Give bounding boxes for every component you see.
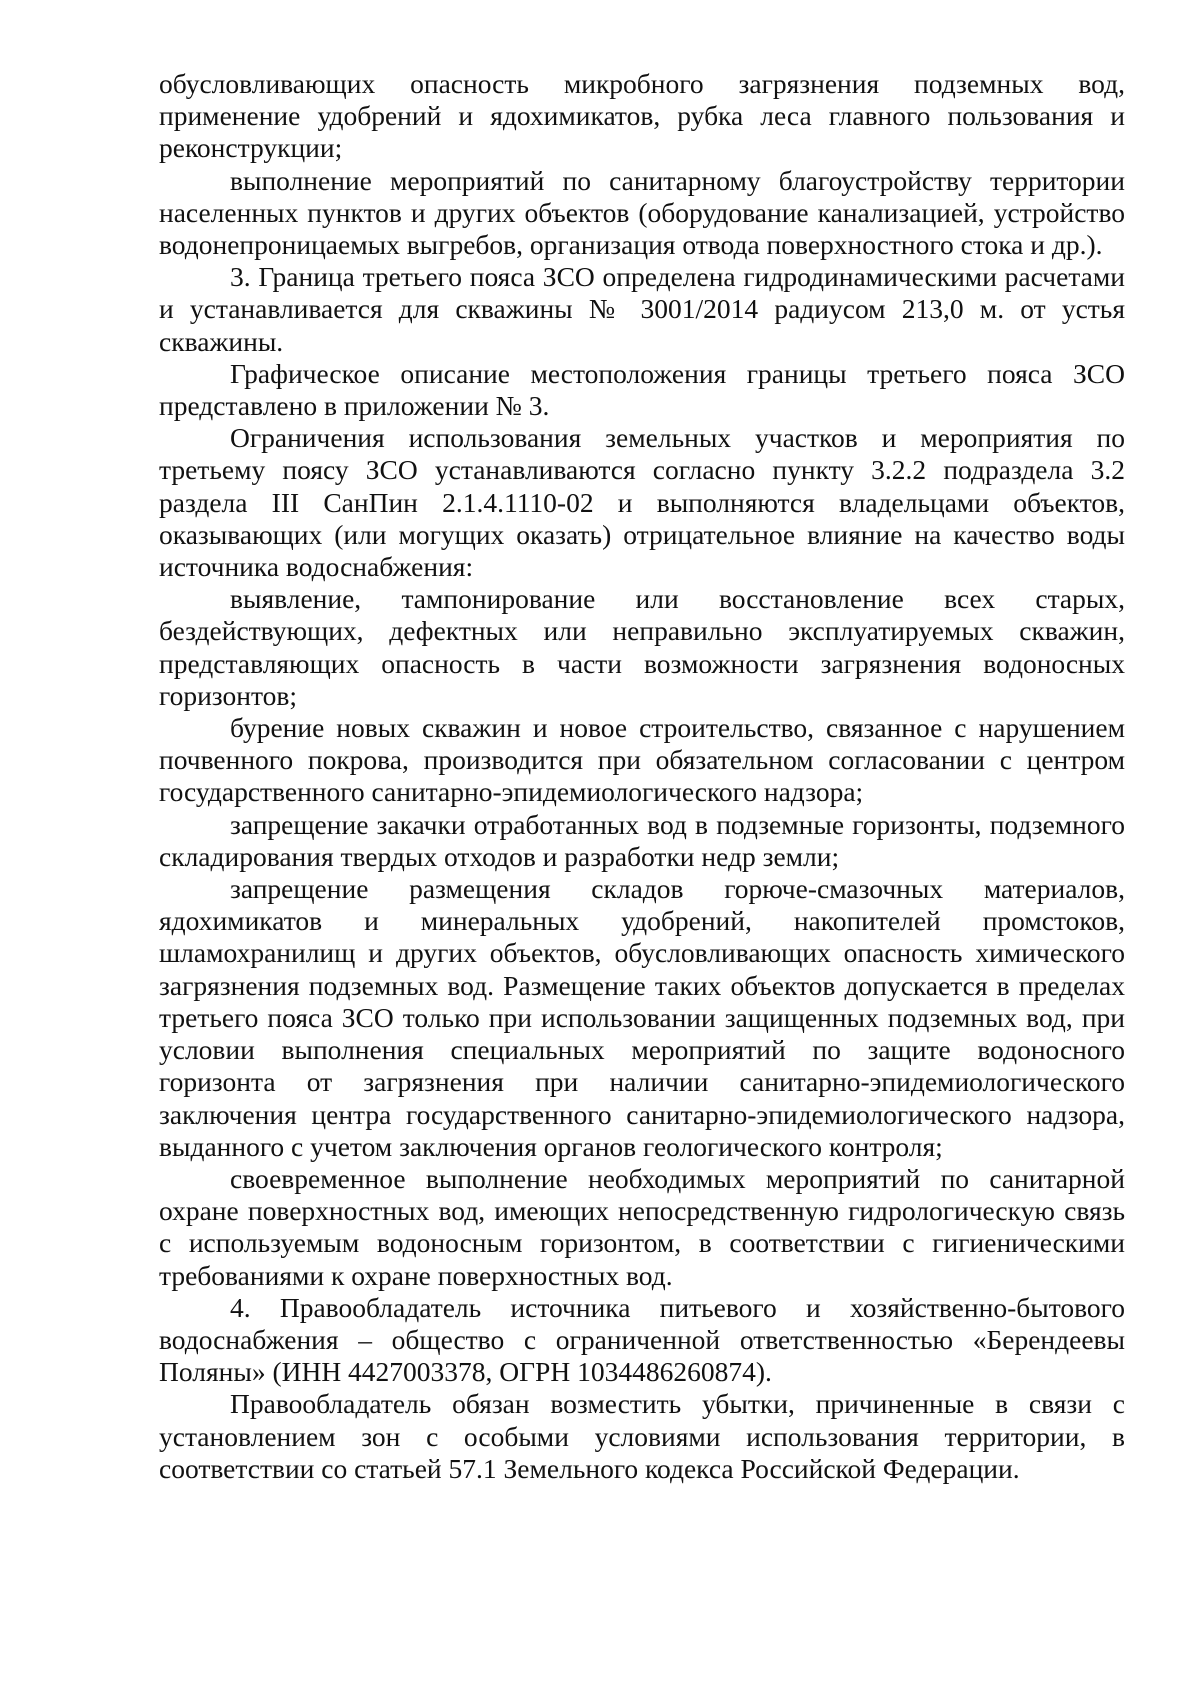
paragraph-storage-ban: запрещение размещения складов горюче-смазочных материалов, ядохимикатов и минеральных удобрений, накопителей промстоков, шламохранилищ и других объектов, обусловливающих опасность химического загрязнения подземных вод. Размещение таких объектов допускается в пределах третьего пояса ЗСО только при использовании защищенных подземных вод, при условии выполнения специальных мероприятий по защите водоносного горизонта от загрязнения при наличии санитарно-эпидемиологического заключения центра государственного санитарно-эпидемиологического надзора, выданного с учетом заключения органов геологического контроля;	[159, 873, 1125, 1162]
paragraph-sanitary-improvement: выполнение мероприятий по санитарному благоустройству территории населенных пунктов и других объектов (оборудование канализацией, устройство водонепроницаемых выгребов, организация отвода поверхностного стока и др.).	[159, 164, 1125, 261]
paragraph-third-belt-boundary: 3. Граница третьего пояса ЗСО определена гидродинамическими расчетами и устанавливается для скважины № 3001/2014 радиусом 213,0 м. от устья скважины.	[159, 261, 1125, 357]
paragraph-continuation: обусловливающих опасность микробного загрязнения подземных вод, применение удобрений и ядохимикатов, рубка леса главного пользования и реконструкции;	[159, 68, 1125, 164]
paragraph-surface-water-protection: своевременное выполнение необходимых мероприятий по санитарной охране поверхностных вод, имеющих непосредственную гидрологическую связь с используемым водоносным горизонтом, в соответствии с гигиеническими требованиями к охране поверхностных вод.	[159, 1162, 1125, 1291]
paragraph-well-identification: выявление, тампонирование или восстановление всех старых, бездействующих, дефектных или неправильно эксплуатируемых скважин, представляющих опасность в части возможности загрязнения водоносных горизонтов;	[159, 583, 1125, 711]
document-page	[159, 68, 1125, 1485]
paragraph-injection-ban: запрещение закачки отработанных вод в подземные горизонты, подземного складирования твердых отходов и разработки недр земли;	[159, 808, 1125, 872]
paragraph-restrictions: Ограничения использования земельных участков и мероприятия по третьему поясу ЗСО устанавливаются согласно пункту 3.2.2 подраздела 3.2 раздела III СанПин 2.1.4.1110-02 и выполняются владельцами объектов, оказывающих (или могущих оказать) отрицательное влияние на качество воды источника водоснабжения:	[159, 422, 1125, 583]
paragraph-new-drilling: бурение новых скважин и новое строительство, связанное с нарушением почвенного покрова, производится при обязательном согласовании с центром государственного санитарно-эпидемиологического надзора;	[159, 712, 1125, 808]
paragraph-graphic-description: Графическое описание местоположения границы третьего пояса ЗСО представлено в приложении № 3.	[159, 357, 1125, 422]
paragraph-rights-holder: 4. Правообладатель источника питьевого и хозяйственно-бытового водоснабжения – общество с ограниченной ответственностью «Берендеевы Поляны» (ИНН 4427003378, ОГРН 1034486260874).	[159, 1291, 1125, 1388]
paragraph-compensation: Правообладатель обязан возместить убытки, причиненные в связи с установлением зон с особыми условиями использования территории, в соответствии со статьей 57.1 Земельного кодекса Российской Федерации.	[159, 1388, 1125, 1484]
